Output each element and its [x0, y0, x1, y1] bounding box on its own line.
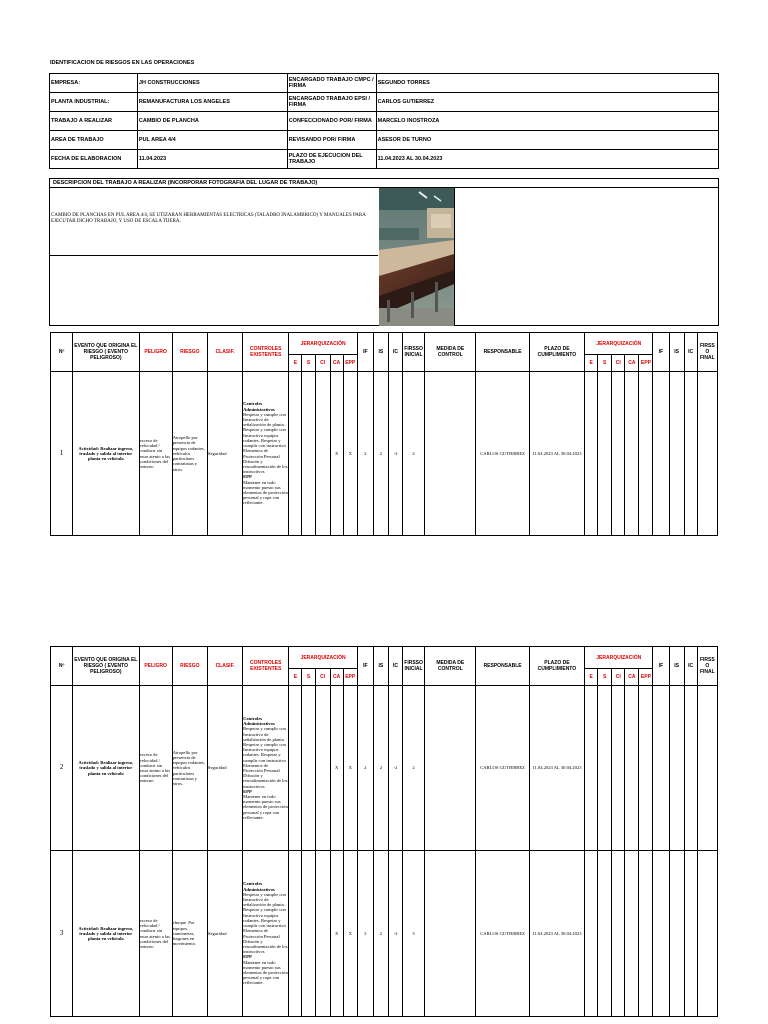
header-row-planta: [50, 93, 719, 112]
row-plazo: 11.04.2023 AL 30.04.2023: [529, 851, 584, 1017]
controles-title: Controles Administrativos: [243, 401, 275, 412]
col-e-final: E: [585, 355, 598, 372]
row-e-final: [585, 372, 598, 536]
row-firsso-final: [697, 372, 717, 536]
controles-text: Respetar y cumplir con Instructivo de señalización de planta. Respetar y cumplir con Instructivo equipos rodantes. Respetar y cumplir con instructivo Elementos de Protección Personal Difusión y retroalimentación de los instructivos: [243, 411, 288, 475]
col-epp: EPP: [343, 669, 357, 686]
col-plazo: PLAZO DE CUMPLIMIENTO: [529, 333, 584, 372]
row-ca-final: [625, 851, 639, 1017]
fecha-label: FECHA DE ELABORACION: [50, 150, 138, 169]
row-epp: X: [343, 686, 357, 851]
table-row: [51, 372, 718, 536]
row-evento: Actividad: Realizar ingreso, traslado y salida al interior planta en vehículo: [73, 851, 139, 1017]
row-responsable: CARLOS GUTIERREZ: [476, 372, 529, 536]
plazo-label: PLAZO DE EJECUCION DEL TRABAJO: [287, 150, 376, 169]
col-ca-final: CA: [625, 355, 639, 372]
header-row-empresa: [50, 74, 719, 93]
enc-cmpc-value: SEGUNDO TORRES: [376, 74, 718, 93]
col-s-final: S: [598, 669, 612, 686]
row-is-final: [669, 686, 684, 851]
row-peligro: exceso de velocidad / conducir sin estar atento a las condiciones del entorno: [139, 851, 172, 1017]
row-firsso: 3: [403, 851, 425, 1017]
row-ca-final: [625, 372, 639, 536]
confeccionado-value: MARCELO INOSTROZA: [376, 112, 718, 131]
controles-epp-title: EPP: [243, 474, 252, 480]
row-riesgo: Atropello por presencia de equipos rodantes, vehículos particulares contratistas y otros.: [172, 372, 207, 536]
revisando-label: REVISANDO POR/ FIRMA: [287, 131, 376, 150]
col-if-final: IF: [653, 647, 669, 686]
row-s: [302, 372, 315, 536]
row-responsable: CARLOS GUTIERREZ: [476, 851, 529, 1017]
controles-epp-text: Mantener en todo momento puesto sus elementos de protección personal y ropa con reflectante.: [243, 959, 288, 986]
col-jerarquizacion-final: JERARQUIZACIÓN: [585, 333, 653, 355]
row-riesgo: Atropello por presencia de equipos rodantes, vehículos particulares contratistas y otros.: [172, 686, 207, 851]
col-jerarquizacion-final: JERARQUIZACIÓN: [585, 647, 653, 669]
col-if-final: IF: [653, 333, 669, 372]
col-controles: CONTROLES EXISTENTES: [243, 333, 289, 372]
controles-epp-text: Mantener en todo momento puesto sus elementos de protección personal y ropa con reflectante.: [243, 794, 288, 820]
row-ca-final: [625, 686, 639, 851]
row-clasif: Seguridad: [207, 686, 242, 851]
row-is: 2: [373, 851, 388, 1017]
row-if-final: [653, 686, 669, 851]
col-epp-final: EPP: [639, 355, 653, 372]
col-epp-final: EPP: [639, 669, 653, 686]
col-is: IS: [373, 647, 388, 686]
work-site-photo: [379, 188, 454, 326]
enc-epsi-value: CARLOS GUTIERREZ: [376, 93, 718, 112]
row-clasif: Seguridad: [207, 372, 242, 536]
header-row-trabajo: [50, 112, 719, 131]
row-ci-final: [612, 851, 625, 1017]
row-responsable: CARLOS GUTIERREZ: [476, 686, 529, 851]
col-n: Nº: [51, 333, 73, 372]
row-ic: -2: [388, 686, 402, 851]
col-e: E: [289, 355, 302, 372]
row-medida: [425, 851, 476, 1017]
row-is-final: [669, 372, 684, 536]
row-plazo: 11.04.2023 AL 30.04.2023: [529, 372, 584, 536]
col-firsso-inicial: FIRSSO INICIAL: [403, 647, 425, 686]
row-evento: Actividad: Realizar ingreso, traslado y salida al interior planta en vehículo: [73, 372, 139, 536]
row-epp-final: [639, 851, 653, 1017]
col-jerarquizacion: JERARQUIZACIÓN: [289, 647, 357, 669]
fecha-value: 11.04.2023: [137, 150, 287, 169]
risk-table-2: [50, 646, 718, 1017]
document-title: IDENTIFICACION DE RIESGOS EN LAS OPERACIONES: [50, 60, 195, 66]
controles-text: Respetar y cumplir con Instructivo de señalización de planta. Respetar y cumplir con Instructivo equipos rodantes. Respetar y cumplir con instructivo Elementos de Protección Personal Difusión y retroalimentación de los instructivos: [243, 726, 288, 789]
col-e: E: [289, 669, 302, 686]
row-firsso: 2: [403, 686, 425, 851]
col-riesgo: RIESGO: [172, 647, 207, 686]
row-ci-final: [612, 686, 625, 851]
empresa-label: EMPRESA:: [50, 74, 138, 93]
col-ic-final: IC: [684, 333, 697, 372]
row-e: [289, 686, 302, 851]
col-ca-final: CA: [625, 669, 639, 686]
col-s: S: [302, 669, 315, 686]
col-ic: IC: [388, 647, 402, 686]
row-firsso-final: [697, 686, 717, 851]
trabajo-value: CAMBIO DE PLANCHA: [137, 112, 287, 131]
col-firsso-final: FIRSS O FINAL: [697, 647, 717, 686]
col-ca: CA: [330, 355, 343, 372]
row-if: 3: [357, 851, 373, 1017]
col-if: IF: [357, 647, 373, 686]
row-ca: X: [330, 851, 343, 1017]
row-number: 2: [51, 686, 73, 851]
header-row-top: [51, 647, 718, 669]
row-s: [302, 851, 315, 1017]
row-plazo: 11.04.2023 AL 30.04.2023: [529, 686, 584, 851]
col-if: IF: [357, 333, 373, 372]
col-ci-final: CI: [612, 355, 625, 372]
header-table: [49, 73, 719, 169]
row-is: 2: [373, 372, 388, 536]
row-ci: [315, 851, 330, 1017]
col-ci-final: CI: [612, 669, 625, 686]
row-e: [289, 851, 302, 1017]
row-riesgo: choque. Por equipos, camionetas, furgones en movimiento.: [172, 851, 207, 1017]
col-s-final: S: [598, 355, 612, 372]
row-ic: -2: [388, 851, 402, 1017]
col-controles: CONTROLES EXISTENTES: [243, 647, 289, 686]
row-peligro: exceso de velocidad / conducir sin estar atento a las condiciones del entorno: [139, 372, 172, 536]
col-peligro: PELIGRO: [139, 333, 172, 372]
row-ca: X: [330, 372, 343, 536]
col-ci: CI: [315, 355, 330, 372]
row-s-final: [598, 372, 612, 536]
col-e-final: E: [585, 669, 598, 686]
row-firsso: 2: [403, 372, 425, 536]
row-e-final: [585, 686, 598, 851]
row-ic-final: [684, 686, 697, 851]
controles-title: Controles Administrativos: [243, 715, 275, 727]
row-number: 3: [51, 851, 73, 1017]
col-plazo: PLAZO DE CUMPLIMIENTO: [529, 647, 584, 686]
planta-value: REMANUFACTURA LOS ANGELES: [137, 93, 287, 112]
area-label: AREA DE TRABAJO: [50, 131, 138, 150]
controles-epp-title: EPP: [243, 788, 252, 794]
table-row: [51, 851, 718, 1017]
description-text: CAMBIO DE PLANCHAS EN PUL AREA 4/4, SE UTIZARAN HERRAMIENTAS ELECTRICAS (TALADRO INALAMBRICO) Y MANUALES PARA EJECUTAR DICHO TRABAJO, Y USO DE ESCALA TIJERA.: [51, 213, 366, 224]
row-if-final: [653, 372, 669, 536]
row-s-final: [598, 686, 612, 851]
row-epp: X: [343, 851, 357, 1017]
col-peligro: PELIGRO: [139, 647, 172, 686]
row-controles: [243, 372, 289, 536]
row-firsso-final: [697, 851, 717, 1017]
controles-title: Controles Administrativos: [243, 881, 275, 892]
row-e-final: [585, 851, 598, 1017]
col-is-final: IS: [669, 333, 684, 372]
row-if: 2: [357, 686, 373, 851]
row-number: 1: [51, 372, 73, 536]
row-ci: [315, 372, 330, 536]
planta-label: PLANTA INDUSTRIAL:: [50, 93, 138, 112]
photo-right-border: [454, 188, 455, 326]
row-clasif: Seguridad: [207, 851, 242, 1017]
risk-table-1: [50, 332, 718, 536]
row-e: [289, 372, 302, 536]
header-row-top: [51, 333, 718, 355]
header-row-area: [50, 131, 719, 150]
row-if-final: [653, 851, 669, 1017]
col-riesgo: RIESGO: [172, 333, 207, 372]
area-value: PUL AREA 4/4: [137, 131, 287, 150]
col-jerarquizacion: JERARQUIZACIÓN: [289, 333, 357, 355]
col-is: IS: [373, 333, 388, 372]
row-controles: [243, 851, 289, 1017]
row-if: 2: [357, 372, 373, 536]
col-ca: CA: [330, 669, 343, 686]
row-controles: [243, 686, 289, 851]
row-is: 2: [373, 686, 388, 851]
header-row-fecha: [50, 150, 719, 169]
col-s: S: [302, 355, 315, 372]
col-evento: EVENTO QUE ORIGINA EL RIESGO ( EVENTO PELIGROSO): [73, 647, 139, 686]
row-epp-final: [639, 372, 653, 536]
col-responsable: RESPONSABLE: [476, 647, 529, 686]
col-clasif: CLASIF.: [207, 333, 242, 372]
col-firsso-final: FIRSS O FINAL: [697, 333, 717, 372]
description-divider: [50, 255, 378, 256]
col-ic-final: IC: [684, 647, 697, 686]
enc-epsi-label: ENCARGADO TRABAJO EPSI / FIRMA: [287, 93, 376, 112]
col-n: Nº: [51, 647, 73, 686]
row-is-final: [669, 851, 684, 1017]
controles-text: Respetar y cumplir con Instructivo de señalización de planta. Respetar y cumplir con Instructivo equipos rodantes. Respetar y cumplir con instructivo Elementos de Protección Personal Difusión y retroalimentación de los instructivos: [243, 891, 288, 955]
description-title: DESCRIPCION DEL TRABAJO A REALIZAR (INCORPORAR FOTOGRAFIA DEL LUGAR DE TRABAJO): [50, 179, 718, 188]
table-row: [51, 686, 718, 851]
row-ic: -2: [388, 372, 402, 536]
plazo-value: 11.04.2023 AL 30.04.2023: [376, 150, 718, 169]
row-ci: [315, 686, 330, 851]
col-evento: EVENTO QUE ORIGINA EL RIESGO ( EVENTO PELIGROSO): [73, 333, 139, 372]
row-ic-final: [684, 372, 697, 536]
row-peligro: exceso de velocidad / conducir sin estar atento a las condiciones del entorno: [139, 686, 172, 851]
row-s-final: [598, 851, 612, 1017]
row-ic-final: [684, 851, 697, 1017]
row-ci-final: [612, 372, 625, 536]
row-s: [302, 686, 315, 851]
col-medida: MEDIDA DE CONTROL: [425, 333, 476, 372]
row-epp: X: [343, 372, 357, 536]
description-box: [49, 178, 719, 326]
row-medida: [425, 372, 476, 536]
row-evento: Actividad: Realizar ingreso, traslado y salida al interior planta en vehículo: [73, 686, 139, 851]
row-epp-final: [639, 686, 653, 851]
col-medida: MEDIDA DE CONTROL: [425, 647, 476, 686]
controles-epp-text: Mantener en todo momento puesto sus elementos de protección personal y ropa con reflectante.: [243, 479, 288, 506]
col-responsable: RESPONSABLE: [476, 333, 529, 372]
col-ci: CI: [315, 669, 330, 686]
col-ic: IC: [388, 333, 402, 372]
row-ca: X: [330, 686, 343, 851]
empresa-value: JH CONSTRUCCIONES: [137, 74, 287, 93]
col-clasif: CLASIF.: [207, 647, 242, 686]
revisando-value: ASESOR DE TURNO: [376, 131, 718, 150]
row-medida: [425, 686, 476, 851]
col-epp: EPP: [343, 355, 357, 372]
confeccionado-label: CONFECCIONADO POR/ FIRMA: [287, 112, 376, 131]
col-is-final: IS: [669, 647, 684, 686]
controles-epp-title: EPP: [243, 954, 252, 960]
trabajo-label: TRABAJO A REALIZAR: [50, 112, 138, 131]
enc-cmpc-label: ENCARGADO TRABAJO CMPC / FIRMA: [287, 74, 376, 93]
col-firsso-inicial: FIRSSO INICIAL: [403, 333, 425, 372]
